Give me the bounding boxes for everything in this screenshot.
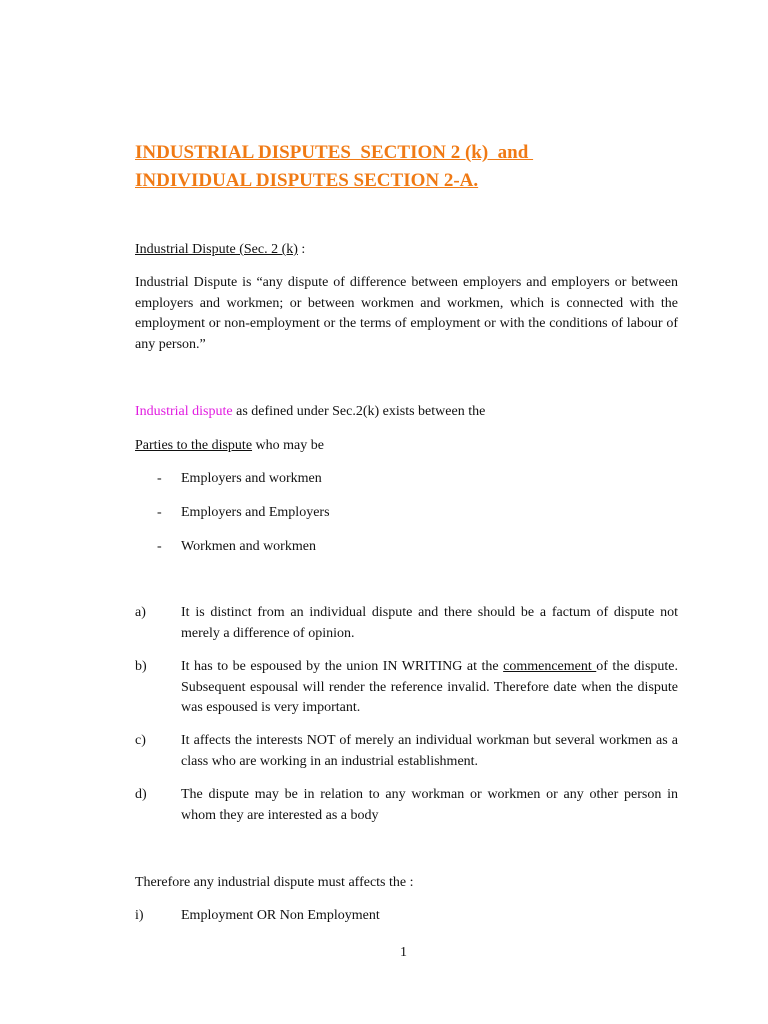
document-title-line-2: INDIVIDUAL DISPUTES SECTION 2-A. xyxy=(135,170,479,191)
point-c-text: It affects the interests NOT of merely an individual workman but several workmen as a class who are working in an industrial establishment. xyxy=(181,733,678,769)
affects-item: Employment OR Non Employment xyxy=(181,908,380,923)
definition-heading-suffix: : xyxy=(297,242,306,257)
commencement-underlined: commencement xyxy=(503,659,597,674)
definition-heading: Industrial Dispute (Sec. 2 (k) xyxy=(135,242,298,257)
page-number: 1 xyxy=(400,945,407,960)
point-b-marker: b) xyxy=(135,659,147,674)
parties-underlined: Parties to the dispute xyxy=(135,438,253,453)
point-c-marker: c) xyxy=(135,733,146,748)
point-a-text: It is distinct from an individual dispute and there should be a factum of dispute not merely a difference of opinion. xyxy=(181,605,678,641)
industrial-dispute-highlight: Industrial dispute xyxy=(135,404,233,419)
therefore-line: Therefore any industrial dispute must affects the : xyxy=(135,875,414,890)
party-item: Employers and workmen xyxy=(181,471,322,486)
point-d-marker: d) xyxy=(135,787,147,802)
parties-line-rest: who may be xyxy=(252,438,324,453)
party-dash: - xyxy=(157,539,162,554)
party-item: Employers and Employers xyxy=(181,505,330,520)
point-a-marker: a) xyxy=(135,605,146,620)
party-dash: - xyxy=(157,505,162,520)
affects-marker: i) xyxy=(135,908,144,923)
parties-line xyxy=(135,436,324,457)
point-d-text: The dispute may be in relation to any workman or workmen or any other person in whom they are interested as a body xyxy=(181,787,678,823)
point-b-before: It has to be espoused by the union IN WRITING at the xyxy=(181,659,504,674)
exists-line xyxy=(135,402,485,423)
definition-paragraph: Industrial Dispute is “any dispute of difference between employers and employers or between employers and workmen; or between workmen and workmen, which is connected with the employment or non-employment or the terms of employment or with the conditions of labour of any person.” xyxy=(135,275,678,352)
exists-line-rest: as defined under Sec.2(k) exists between the xyxy=(232,404,486,419)
point-b-text xyxy=(181,657,678,719)
document-title-line-1: INDUSTRIAL DISPUTES SECTION 2 (k) and xyxy=(135,142,534,163)
party-dash: - xyxy=(157,471,162,486)
point-b-after: of the dispute. Subsequent espousal will render the reference invalid. Therefore date when the dispute was espoused is very important. xyxy=(181,659,678,715)
definition-heading-line xyxy=(135,240,305,261)
party-item: Workmen and workmen xyxy=(181,539,316,554)
